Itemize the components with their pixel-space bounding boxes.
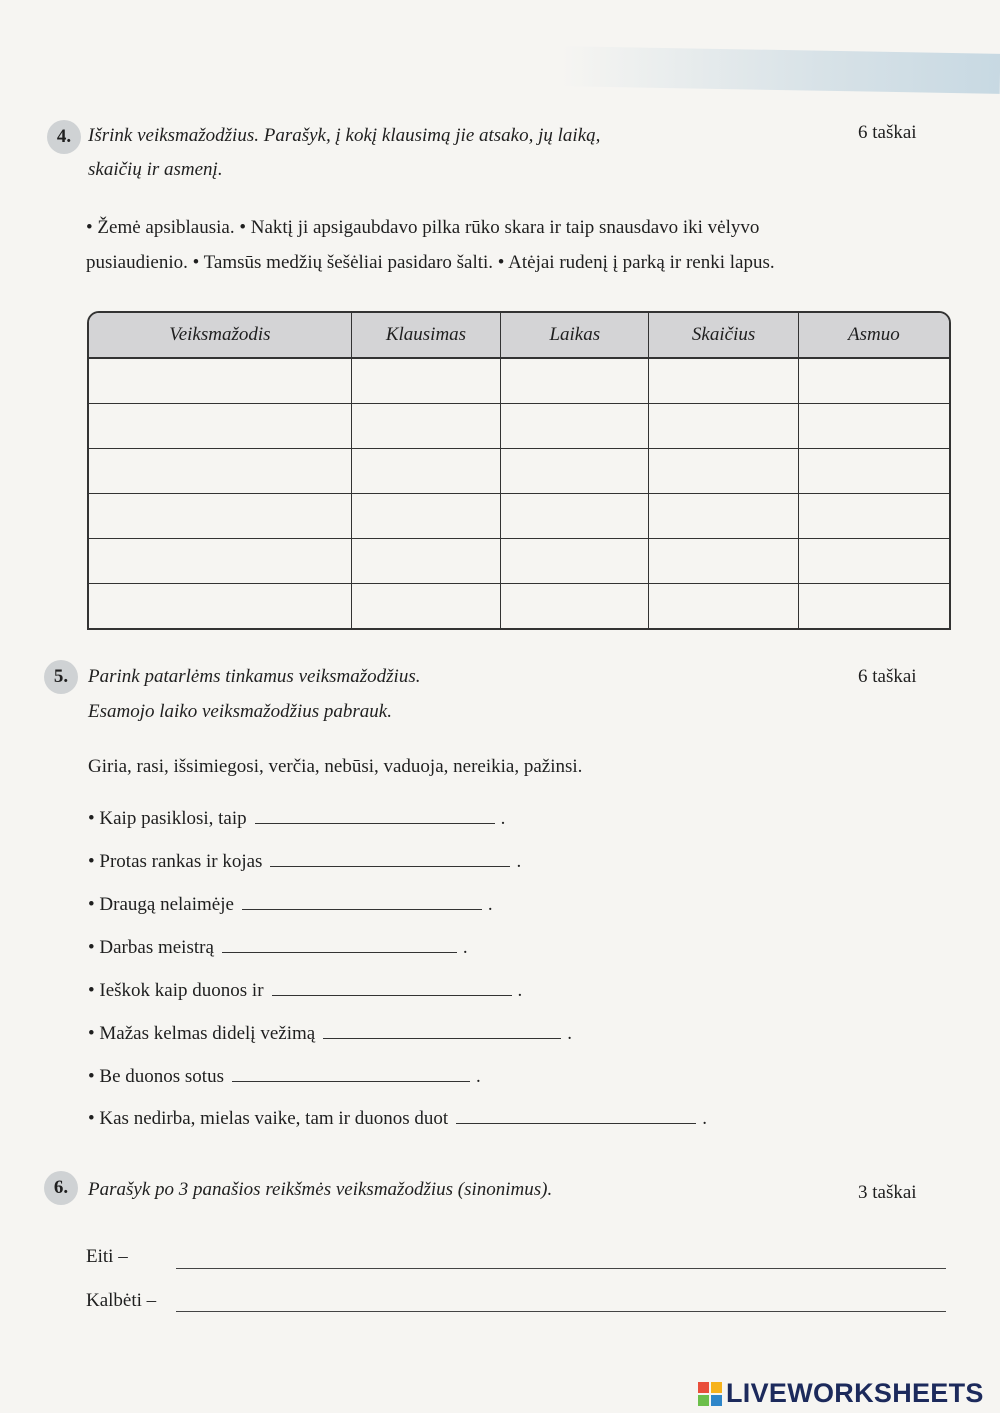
task-4-number: 4. bbox=[47, 120, 81, 154]
proverb-period: . bbox=[517, 980, 523, 1001]
proverb-text: • Kaip pasiklosi, taip bbox=[88, 808, 247, 829]
proverb-item bbox=[88, 851, 521, 873]
proverb-item bbox=[88, 808, 505, 830]
answer-blank[interactable] bbox=[272, 994, 512, 996]
header-person: Asmuo bbox=[799, 313, 949, 359]
table-cell[interactable] bbox=[649, 539, 798, 584]
table-cell[interactable] bbox=[501, 449, 649, 494]
answer-blank[interactable] bbox=[255, 822, 495, 824]
proverb-period: . bbox=[487, 894, 493, 915]
synonym-row-eiti bbox=[86, 1246, 128, 1268]
table-row bbox=[89, 359, 949, 404]
header-number: Skaičius bbox=[649, 313, 798, 359]
proverb-text: • Kas nedirba, mielas vaike, tam ir duonos duot bbox=[88, 1108, 449, 1129]
table-header-row bbox=[89, 313, 949, 359]
table-cell[interactable] bbox=[352, 449, 501, 494]
table-cell[interactable] bbox=[649, 494, 798, 539]
synonym-label: Kalbėti – bbox=[86, 1290, 157, 1311]
task-4-text-line1: • Žemė apsiblausia. • Naktį ji apsigaubdavo pilka rūko skara ir taip snausdavo iki vėlyvo bbox=[86, 217, 760, 238]
header-tense: Laikas bbox=[501, 313, 649, 359]
table-cell[interactable] bbox=[501, 539, 649, 584]
table-cell[interactable] bbox=[89, 359, 352, 404]
table-cell[interactable] bbox=[799, 584, 949, 628]
task-5-instruction-line1: Parink patarlėms tinkamus veiksmažodžius. bbox=[88, 666, 421, 687]
proverb-period: . bbox=[567, 1023, 572, 1044]
answer-blank[interactable] bbox=[222, 951, 457, 953]
answer-blank[interactable] bbox=[323, 1037, 561, 1039]
table-cell[interactable] bbox=[89, 539, 352, 584]
task-5-points: 6 taškai bbox=[858, 666, 917, 687]
liveworksheets-watermark bbox=[698, 1378, 984, 1409]
task-4-points: 6 taškai bbox=[858, 122, 917, 143]
table-row bbox=[89, 584, 949, 628]
table-cell[interactable] bbox=[501, 404, 649, 449]
proverb-item bbox=[88, 937, 468, 959]
proverb-text: • Ieškok kaip duonos ir bbox=[88, 980, 264, 1001]
table-cell[interactable] bbox=[799, 539, 949, 584]
table-cell[interactable] bbox=[352, 494, 501, 539]
table-cell[interactable] bbox=[501, 584, 649, 628]
table-cell[interactable] bbox=[501, 494, 649, 539]
proverb-text: • Protas rankas ir kojas bbox=[88, 851, 263, 872]
synonym-label: Eiti – bbox=[86, 1246, 128, 1267]
verb-analysis-table bbox=[87, 311, 951, 630]
header-question: Klausimas bbox=[352, 313, 501, 359]
table-cell[interactable] bbox=[649, 404, 798, 449]
table-row bbox=[89, 539, 949, 584]
table-cell[interactable] bbox=[89, 494, 352, 539]
table-cell[interactable] bbox=[352, 584, 501, 628]
task-5-instruction-line2: Esamojo laiko veiksmažodžius pabrauk. bbox=[88, 701, 392, 722]
table-cell[interactable] bbox=[649, 359, 798, 404]
proverb-period: . bbox=[500, 808, 506, 829]
task-6-instruction: Parašyk po 3 panašios reikšmės veiksmažodžius (sinonimus). bbox=[88, 1179, 553, 1200]
proverb-item bbox=[88, 1108, 707, 1130]
proverb-period: . bbox=[462, 937, 468, 958]
table-cell[interactable] bbox=[501, 359, 649, 404]
task-5-number: 5. bbox=[44, 660, 78, 694]
synonym-row-kalbeti bbox=[86, 1290, 156, 1312]
table-cell[interactable] bbox=[799, 494, 949, 539]
answer-blank[interactable] bbox=[242, 908, 482, 910]
task-4-instruction-line2: skaičių ir asmenį. bbox=[88, 159, 223, 180]
liveworksheets-logo-icon bbox=[698, 1382, 722, 1406]
table-cell[interactable] bbox=[649, 584, 798, 628]
answer-blank[interactable] bbox=[232, 1080, 470, 1082]
proverb-item bbox=[88, 1066, 481, 1088]
table-cell[interactable] bbox=[352, 359, 501, 404]
table-cell[interactable] bbox=[799, 449, 949, 494]
answer-blank[interactable] bbox=[456, 1122, 696, 1124]
table-cell[interactable] bbox=[799, 404, 949, 449]
table-cell[interactable] bbox=[89, 404, 352, 449]
proverb-period: . bbox=[516, 851, 522, 872]
task-4-instruction-line1: Išrink veiksmažodžius. Parašyk, į kokį klausimą jie atsako, jų laiką, bbox=[88, 125, 601, 146]
table-cell[interactable] bbox=[352, 404, 501, 449]
table-cell[interactable] bbox=[799, 359, 949, 404]
page-edge-shadow bbox=[560, 46, 1000, 94]
task-4-text-line2: pusiaudienio. • Tamsūs medžių šešėliai pasidaro šalti. • Atėjai rudenį į parką ir renki lapus. bbox=[86, 252, 775, 273]
table-cell[interactable] bbox=[649, 449, 798, 494]
proverb-text: • Be duonos sotus bbox=[88, 1066, 224, 1087]
task-6-points: 3 taškai bbox=[858, 1182, 917, 1203]
table-row bbox=[89, 494, 949, 539]
table-row bbox=[89, 449, 949, 494]
table-cell[interactable] bbox=[352, 539, 501, 584]
table-row bbox=[89, 404, 949, 449]
proverb-item bbox=[88, 980, 522, 1002]
proverb-period: . bbox=[475, 1066, 481, 1087]
header-verb: Veiksmažodis bbox=[89, 313, 352, 359]
proverb-text: • Mažas kelmas didelį vežimą bbox=[88, 1023, 316, 1044]
table-cell[interactable] bbox=[89, 584, 352, 628]
proverb-text: • Draugą nelaimėje bbox=[88, 894, 234, 915]
synonym-answer-line[interactable] bbox=[176, 1311, 946, 1312]
proverb-text: • Darbas meistrą bbox=[88, 937, 214, 958]
brand-name: LIVEWORKSHEETS bbox=[726, 1378, 984, 1408]
word-bank: Giria, rasi, išsimiegosi, verčia, nebūsi, vaduoja, nereikia, pažinsi. bbox=[88, 756, 583, 777]
synonym-answer-line[interactable] bbox=[176, 1268, 946, 1269]
proverb-item bbox=[88, 1023, 572, 1045]
proverb-period: . bbox=[702, 1108, 707, 1129]
proverb-item bbox=[88, 894, 493, 916]
table-cell[interactable] bbox=[89, 449, 352, 494]
answer-blank[interactable] bbox=[270, 865, 510, 867]
task-6-number: 6. bbox=[44, 1171, 78, 1205]
